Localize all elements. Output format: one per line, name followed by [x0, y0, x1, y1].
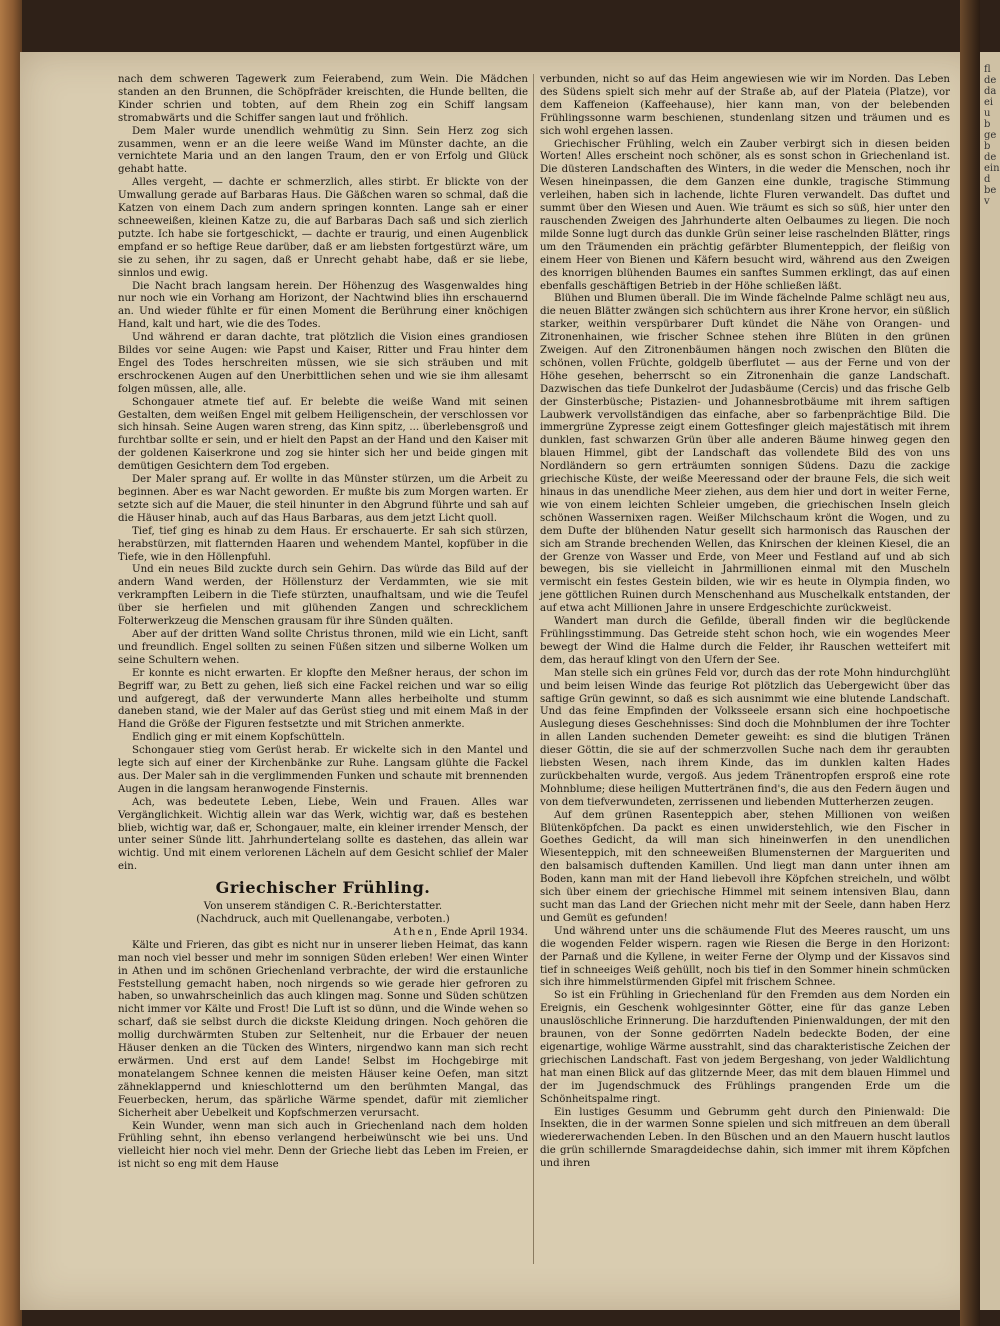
- article-dateline: [118, 927, 528, 940]
- article-paragraph: Kälte und Frieren, das gibt es nicht nur in unserer lieben Heimat, das kann man noch viel besser und mehr im sonnigen Süden erleben! Wer einen Winter in Athen und im schönen Griechenland verbrachte, der wird die erstaunliche Feststellung gemacht haben, noch nirgends so wie gerade hier gefroren zu haben, so unwahrscheinlich das auch klingen mag. Sonne und Süden schützen nicht immer vor Kälte und Frost! Die Luft ist so dünn, und die Winde wehen so scharf, daß sie selbst durch die dickste Kleidung dringen. Noch gehören die mollig durchwärmten Stuben zur Seltenheit, nur die Erbauer der neuen Häuser denken an die Tücken des Winters, nirgendwo kann man sich recht erwärmen. Und erst auf dem Lande! Selbst im Hochgebirge mit monatelangem Schnee kennen die meisten Häuser keine Oefen, man sitzt zähneklappernd und knieschlotternd um den berühmten Mangal, das Feuerbecken, herum, das spärliche Wärme spendet, dafür mit ziemlicher Sicherheit aber Uebelkeit und Kopfschmerzen verursacht.: [118, 939, 528, 1119]
- article-paragraph: Und während er daran dachte, trat plötzlich die Vision eines grandiosen Bildes vor seine Augen: wie Papst und Kaiser, Ritter und Frau hinter dem Engel des Todes herschreiten müssen, wie sie sich sträuben und mit erschrockenen Augen auf den Unerbittlichen sehen und wie sie ihm allesamt folgen müssen, alle, alle.: [118, 332, 528, 395]
- article-headline: Griechischer Frühling.: [215, 878, 431, 898]
- article-paragraph: Dem Maler wurde unendlich wehmütig zu Sinn. Sein Herz zog sich zusammen, wenn er an die leere weiße Wand im Münster dachte, an die vernichtete Maria und an den langen Traum, den er von Erfolg und Glück gehabt hatte.: [118, 125, 528, 176]
- column-divider: [533, 74, 534, 1264]
- left-column: [118, 74, 528, 1172]
- article-paragraph: So ist ein Frühling in Griechenland für den Fremden aus dem Norden ein Ereignis, ein Geschenk wohlgesinnter Götter, eine für das ganze Leben unauslöschliche Erinnerung. Die harzduftenden Pinienwaldungen, der mit den braunen, von der Sonne gedörrten Nadeln bedeckte Boden, der eine eigenartige, wohlige Wärme ausstrahlt, sind das charakteristische Zeichen der griechischen Landschaft. Fast von jedem Bergeshang, von jeder Waldlichtung hat man einen Blick auf das glitzernde Meer, das mit dem blauen Himmel und der im Jugendschmuck des Frühlings prangenden Erde um die Schönheitspalme ringt.: [540, 990, 950, 1105]
- article-paragraph: Wandert man durch die Gefilde, überall finden wir die beglückende Frühlingsstimmung. Das Getreide steht schon hoch, wie ein wogendes Meer bewegt der Wind die Halme durch die Felder, ihr Rauschen wetteifert mit dem, das herauf klingt von den Ufern der See.: [540, 616, 950, 666]
- dateline-date: , Ende April 1934.: [434, 926, 528, 938]
- article-paragraph: Und ein neues Bild zuckte durch sein Gehirn. Das würde das Bild auf der andern Wand werden, der Höllensturz der Verdammten, wie sie mit verkrampften Leibern in die Tiefe stürzten, unaufhaltsam, und wie die Teufel über sie herfielen und mit glühenden Zangen und schrecklichem Folterwerkzeug die Menschen grausam für ihre Sünden quälten.: [118, 564, 528, 628]
- article-paragraph: Tief, tief ging es hinab zu dem Haus. Er erschauerte. Er sah sich stürzen, herabstürzen, mit flatternden Haaren und wehendem Mantel, kopfüber in die Tiefe, wie in den Höllenpfuhl.: [118, 525, 528, 563]
- adjacent-page-text: fl de da ei u b ge b de ein d be v: [984, 64, 1000, 207]
- article-paragraph: Auf dem grünen Rasenteppich aber, stehen Millionen von weißen Blütenköpfchen. Da packt es einen unwiderstehlich, wie den Fischer in Goethes Gedicht, da will man sich hineinwerfen in den unendlichen Wiesenteppich, mit den schneeweißen Blumensternen der Margueriten und den balsamisch duftenden Kamillen. Und liegt man dann unter ihnen am Boden, kann man mit der Hand liebevoll ihre Köpfchen streicheln, und wölbt sich über einem der griechische Himmel mit seinem intensiven Blau, dann sucht man das Land der Griechen nicht mehr mit der Seele, dann haben Herz und Gemüt es gefunden!: [540, 809, 950, 924]
- article-paragraph: Blühen und Blumen überall. Die im Winde fächelnde Palme schlägt neu aus, die neuen Blätter zwängen sich schüchtern aus ihrer Krone hervor, ein süßlich starker, weithin verspürbarer Duft kündet die Nähe von Orangen- und Zitronenhainen, wie frischer Schnee stehen ihre Blüten in den grünen Zweigen. Auf den Zitronenbäumen hängen noch zwischen den Blüten die schönen, vollen Früchte, goldgelb überflutet — aus der Ferne und von der Höhe gesehen, beherrscht so ein Zitronenhain die ganze Landschaft. Dazwischen das tiefe Dunkelrot der Judasbäume (Cercis) und das frische Gelb der Ginsterbüsche; Pistazien- und Johannesbrotbäume mit ihrem saftigen Laubwerk vervollständigen das einfache, aber so farbenprächtige Bild. Die immergrüne Zypresse zeigt einem Gottesfinger gleich majestätisch mit ihrem dunklen, fast schwarzen Grün über alle anderen Bäume hinweg gegen den blauen Himmel, gibt der Landschaft das vollendete Bild des von uns Nordländern so gern erträumten sonnigen Südens. Dazu die zackige griechische Küste, der weiße Meeressand oder der braune Fels, die sich weit hinaus in das unendliche Meer ziehen, aus dem hier und dort in weiter Ferne, wie von einem leichten Schleier umgeben, die griechischen Inseln gleich schönen Wassernixen ragen. Weißer Milchschaum krönt die Wogen, und zu dem Dufte der blühenden Natur gesellt sich harmonisch das Rauschen der sich am Strande brechenden Wellen, das Knirschen der kleinen Kiesel, die an der Grenze von Wasser und Erde, von Meer und Festland auf und ab sich bewegen, bis sie vielleicht in Jahrmillionen einmal mit den Muscheln vermischt ein festes Gestein bilden, wie wir es heute in Olympia finden, wo jene göttlichen Ruinen durch Menschenhand aus Muschelkalk entstanden, der auf etwa acht Millionen Jahre in unsere Erdgeschichte zurückweist.: [540, 293, 950, 615]
- article-paragraph: Die Nacht brach langsam herein. Der Höhenzug des Wasgenwaldes hing nur noch wie ein Vorhang am Horizont, der Nachtwind blies ihn erschauernd an. Und wieder fühlte er für einen Moment die Berührung einer knöchigen Hand, kalt und hart, wie die des Todes.: [118, 280, 528, 331]
- article-paragraph: Schongauer atmete tief auf. Er belebte die weiße Wand mit seinen Gestalten, dem weißen Engel mit gelbem Heiligenschein, der verschlossen vor sich hinsah. Seine Augen waren streng, das Kinn spitz, ... überlebensgroß und furchtbar sollte er sein, und er hielt den Papst an der Hand und den Kaiser mit der goldenen Kaiserkrone und zog sie hinter sich her und beide gingen mit demütigen Gesichtern dem Tod ergeben.: [118, 396, 528, 473]
- article-paragraph: Man stelle sich ein grünes Feld vor, durch das der rote Mohn hindurchglüht und beim leisen Winde das feurige Rot plötzlich das Uebergewicht über das saftige Grün gewinnt, so daß es sich ausnimmt wie eine blutende Landschaft. Und das feine Empfinden der Volksseele ersann sich eine hochpoetische Auslegung dieses Geschehnisses: Sind doch die Mohnblumen der ihre Tochter in allen Landen suchenden Demeter geweiht: es sind die blutigen Tränen dieser Göttin, die sie auf der schmerzvollen Suche nach dem ihr geraubten liebsten Wesen, nach ihrem Kinde, das im dunklen kalten Hades zurückbehalten wurde, vergoß. Aus jedem Tränentropfen ersproß eine rote Mohnblume; diese heiligen Muttertränen find's, die aus den Federn äugen und von dem tiefverwundeten, zerrissenen und liebenden Mutterherzen zeugen.: [540, 667, 950, 808]
- article-paragraph: Kein Wunder, wenn man sich auch in Griechenland nach dem holden Frühling sehnt, ihn ebenso verlangend herbeiwünscht wie bei uns. Und vielleicht hier noch viel mehr. Denn der Grieche liebt das Leben im Freien, er ist nicht so eng mit dem Hause: [118, 1120, 528, 1171]
- article-paragraph: Er konnte es nicht erwarten. Er klopfte den Meßner heraus, der schon im Begriff war, zu Bett zu gehen, ließ sich eine Fackel reichen und war so eilig und aufgeregt, daß der verwunderte Mann alles herbeiholte und stumm daneben stand, wie der Maler auf das Gerüst stieg und mit einem Maß in der Hand die Größe der Figuren festsetzte und mit Strichen anmerkte.: [118, 667, 528, 731]
- book-spine-right: [960, 0, 980, 1326]
- article-paragraph: Aber auf der dritten Wand sollte Christus thronen, mild wie ein Licht, sanft und freundlich. Engel sollten zu seinen Füßen sitzen und silberne Wolken um seine Schultern wehen.: [118, 628, 528, 666]
- article-byline: Von unserem ständigen C. R.-Berichterstatter.: [203, 901, 443, 913]
- adjacent-page-fragment: [980, 52, 1000, 1310]
- article-paragraph: Ein lustiges Gesumm und Gebrumm geht durch den Pinienwald: Die Insekten, die in der warmen Sonne spielen und sich mitfreuen an dem überall wiedererwachenden Leben. In den Büschen und an den Mauern huscht lautlos die grün schillernde Smaragdeidechse dahin, sich immer mit ihrem Köpfchen und ihren: [540, 1106, 950, 1170]
- article-paragraph: Griechischer Frühling, welch ein Zauber verbirgt sich in diesen beiden Worten! Alles erscheint noch schöner, als es sonst schon in Griechenland ist. Die düsteren Landschaften des Winters, in die weder die Menschen, noch ihr Wesen hineinpassen, die dem Ganzen eine dunkle, tragische Stimmung verleihen, haben sich in lachende, lichte Fluren verwandelt. Das duftet und summt über den Wiesen und Auen. Wie träumt es sich so süß, hier unter den rauschenden Zweigen des Jahrhunderte alten Oelbaumes zu liegen. Die noch milde Sonne lugt durch das dunkle Grün seiner leise raschelnden Blätter, rings um den Träumenden ein prächtig gefärbter Blumenteppich, der fleißig von einem Heer von Bienen und Käfern besucht wird, während aus den Zweigen des knorrigen blühenden Baumes ein sanftes Summen erklingt, das auf einen ebenfalls geschäftigen Betrieb in der Höhe schließen läßt.: [540, 138, 950, 292]
- reprint-notice: (Nachdruck, auch mit Quellenangabe, verboten.): [196, 914, 450, 925]
- dateline-place: Athen: [393, 926, 435, 938]
- article-paragraph: nach dem schweren Tagewerk zum Feierabend, zum Wein. Die Mädchen standen an den Brunnen, die Schöpfräder kreischten, die Hunde bellten, die Kinder schrien und tobten, auf dem Rhein zog ein Schiff langsam stromabwärts und die Schiffer sangen laut und fröhlich.: [118, 74, 528, 124]
- book-binding-left: [0, 0, 22, 1326]
- right-column: [540, 74, 950, 1171]
- article-paragraph: verbunden, nicht so auf das Heim angewiesen wie wir im Norden. Das Leben des Südens spielt sich mehr auf der Straße ab, auf der Plateia (Platze), vor dem Kaffeneion (Kaffeehause), hier kann man, von der belebenden Frühlingssonne warm beschienen, stundenlang sitzen und träumen und es sich wohl ergehen lassen.: [540, 74, 950, 137]
- article-paragraph: Endlich ging er mit einem Kopfschütteln.: [132, 732, 345, 744]
- article-paragraph: Alles vergeht, — dachte er schmerzlich, alles stirbt. Er blickte von der Umwallung gerade auf Barbaras Haus. Die Gäßchen waren so schmal, daß die Katzen von einem Dach zum andern springen konnten. Lange sah er einer schneeweißen, kleinen Katze zu, die auf Barbaras Dach saß und sich zierlich putzte. Ich habe sie fortgeschickt, — dachte er traurig, und einen Augenblick empfand er so heftige Reue darüber, daß er am liebsten fortgestürzt wäre, um sie zu sehen, ihr zu sagen, daß er Unrecht gehabt habe, daß er sie liebe, sinnlos und ewig.: [118, 177, 528, 279]
- article-paragraph: Schongauer stieg vom Gerüst herab. Er wickelte sich in den Mantel und legte sich auf einer der Kirchenbänke zur Ruhe. Langsam glühte die Fackel aus. Der Maler sah in die verglimmenden Funken und schaute mit brennenden Augen in die langsam heranwogende Finsternis.: [118, 745, 528, 795]
- article-paragraph: Ach, was bedeutete Leben, Liebe, Wein und Frauen. Alles war Vergänglichkeit. Wichtig allein war das Werk, wichtig war, daß es bestehen blieb, wichtig war, daß er, Schongauer, malte, ein kleiner irrender Mensch, der unter seiner Sünde litt. Jahrhundertelang sollte es dastehen, das allein war wichtig. Und mit einem verlorenen Lächeln auf dem Gesicht schlief der Maler ein.: [118, 796, 528, 873]
- article-paragraph: Und während unter uns die schäumende Flut des Meeres rauscht, um uns die wogenden Felder wispern. ragen wie Riesen die Berge in den Horizont: der Parnaß und die Kyllene, in weiter Ferne der Olymp und der Kissavos sind tief in schneeiges Weiß gehüllt, noch bis tief in den Sommer hinein schmücken sich ihre himmelstürmenden Gipfel mit frischem Schnee.: [540, 925, 950, 989]
- article-paragraph: Der Maler sprang auf. Er wollte in das Münster stürzen, um die Arbeit zu beginnen. Aber es war Nacht geworden. Er mußte bis zum Morgen warten. Er setzte sich auf die Mauer, die steil hinunter in den Abgrund führte und sah auf die Häuser hinab, auch auf das Haus Barbaras, aus dem jetzt Licht quoll.: [118, 474, 528, 524]
